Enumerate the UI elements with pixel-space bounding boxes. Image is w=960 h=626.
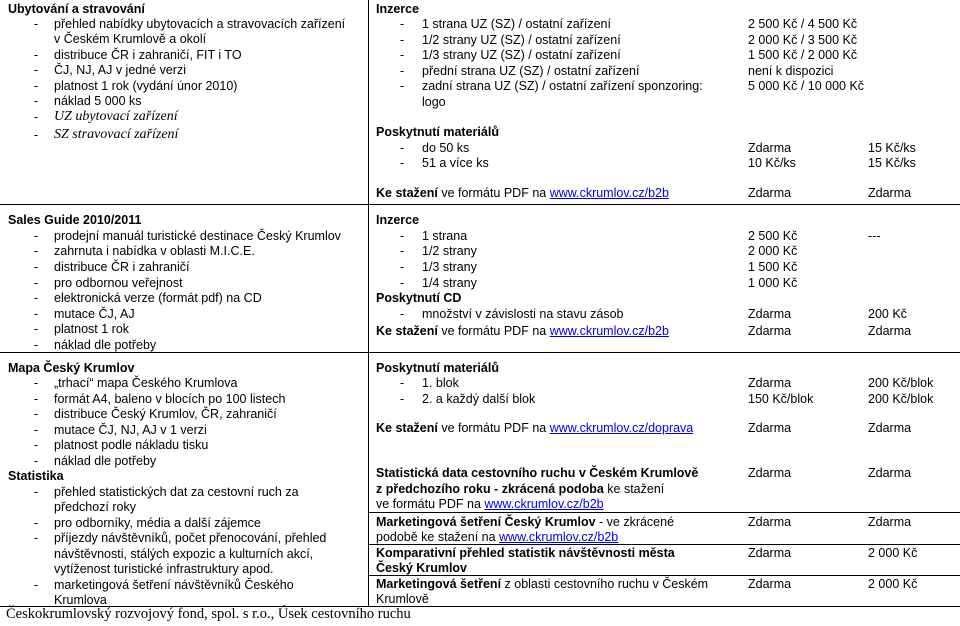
list-item: přehled statistických dat za cestovní ruch za <box>54 485 299 499</box>
list-item: vytíženost turistické infrastruktury apod. <box>54 562 274 576</box>
list-item: pro odbornou veřejnost <box>54 276 183 290</box>
price: 15 Kč/ks <box>868 141 916 155</box>
row-divider <box>368 575 960 576</box>
section-title: Ubytování a stravování <box>8 2 145 16</box>
price: 200 Kč/blok <box>868 392 934 406</box>
list-item: ČJ, NJ, AJ v jedné verzi <box>54 63 186 77</box>
list-item: 1. blok <box>422 376 459 390</box>
section-title: Statistika <box>8 469 64 483</box>
price: Zdarma <box>868 421 912 435</box>
list-item: do 50 ks <box>422 141 470 155</box>
row-divider <box>0 204 960 205</box>
list-item: v Českém Krumlově a okolí <box>54 32 207 46</box>
column-divider <box>368 0 369 606</box>
price: Zdarma <box>868 186 912 200</box>
download-link[interactable]: www.ckrumlov.cz/b2b <box>484 497 604 511</box>
price: Zdarma <box>748 141 792 155</box>
stat-row-line: podobě ke stažení na www.ckrumlov.cz/b2b <box>376 530 619 544</box>
price: --- <box>868 229 881 243</box>
price: 2 500 Kč <box>748 229 798 243</box>
legend-uz: UZ ubytovací zařízení <box>54 109 178 124</box>
subsection-title: Poskytnutí CD <box>376 291 462 305</box>
list-item: 1/4 strany <box>422 276 477 290</box>
list-item: distribuce ČR i zahraničí, FIT i TO <box>54 48 242 62</box>
list-item: 1 strana UZ (SZ) / ostatní zařízení <box>422 17 611 31</box>
price: Zdarma <box>868 515 912 529</box>
price: 1 500 Kč / 2 000 Kč <box>748 48 858 62</box>
price: 200 Kč/blok <box>868 376 934 390</box>
list-item: logo <box>422 95 446 109</box>
price: Zdarma <box>748 546 792 560</box>
list-item: 1/3 strany <box>422 260 477 274</box>
footer-text: Českokrumlovský rozvojový fond, spol. s r.o., Úsek cestovního ruchu <box>6 606 411 622</box>
list-item: mutace ČJ, NJ, AJ v 1 verzi <box>54 423 207 437</box>
list-item: náklad dle potřeby <box>54 454 157 468</box>
list-item: distribuce Český Krumlov, ČR, zahraničí <box>54 407 277 421</box>
price: 1 500 Kč <box>748 260 798 274</box>
price: 2 000 Kč / 3 500 Kč <box>748 33 858 47</box>
section-title: Sales Guide 2010/2011 <box>8 213 142 227</box>
stat-row-line: Marketingová šetření Český Krumlov - ve zkrácené <box>376 515 675 529</box>
list-item: 1 strana <box>422 229 468 243</box>
price: 200 Kč <box>868 307 907 321</box>
download-row: Ke stažení ve formátu PDF na www.ckrumlov.cz/b2b <box>376 324 669 338</box>
list-item: 2. a každý další blok <box>422 392 536 406</box>
price: 150 Kč/blok <box>748 392 814 406</box>
row-divider <box>368 544 960 545</box>
price: 2 000 Kč <box>748 244 798 258</box>
price: 2 000 Kč <box>868 577 918 591</box>
stat-row-title: Český Krumlov <box>376 561 468 575</box>
price: Zdarma <box>748 307 792 321</box>
list-item: Krumlova <box>54 593 107 607</box>
list-item: zahrnuta i nabídka v oblasti M.I.C.E. <box>54 244 255 258</box>
price: Zdarma <box>868 466 912 480</box>
list-item: množství v závislosti na stavu zásob <box>422 307 624 321</box>
price: Zdarma <box>868 324 912 338</box>
list-item: „trhací“ mapa Českého Krumlova <box>54 376 238 390</box>
stat-row-line: Krumlově <box>376 592 429 606</box>
list-item: zadní strana UZ (SZ) / ostatní zařízení sponzoring: <box>422 79 703 93</box>
list-item: formát A4, baleno v blocích po 100 listech <box>54 392 286 406</box>
stat-row-line: ve formátu PDF na www.ckrumlov.cz/b2b <box>376 497 604 511</box>
section-title: Mapa Český Krumlov <box>8 361 135 375</box>
price: Zdarma <box>748 466 792 480</box>
row-divider <box>368 512 960 513</box>
list-item: marketingová šetření návštěvníků Českého <box>54 578 294 592</box>
list-item: mutace ČJ, AJ <box>54 307 135 321</box>
list-item: platnost 1 rok <box>54 322 130 336</box>
list-item: náklad 5 000 ks <box>54 94 142 108</box>
download-link[interactable]: www.ckrumlov.cz/b2b <box>549 186 669 200</box>
subsection-title: Poskytnutí materiálů <box>376 361 499 375</box>
list-item: 1/3 strany UZ (SZ) / ostatní zařízení <box>422 48 621 62</box>
list-item: elektronická verze (formát pdf) na CD <box>54 291 262 305</box>
legend-sz: SZ stravovací zařízení <box>54 127 179 142</box>
price: Zdarma <box>748 515 792 529</box>
price: Zdarma <box>748 376 792 390</box>
list-item: platnost 1 rok (vydání únor 2010) <box>54 79 238 93</box>
list-item: předchozí roky <box>54 500 136 514</box>
list-item: návštěvnosti, stálých expozic a kulturních akcí, <box>54 547 314 561</box>
price: Zdarma <box>748 186 792 200</box>
section-title: Inzerce <box>376 2 420 16</box>
price: Zdarma <box>748 577 792 591</box>
list-item: přehled nabídky ubytovacích a stravovacích zařízení <box>54 17 346 31</box>
list-item: 1/2 strany UZ (SZ) / ostatní zařízení <box>422 33 621 47</box>
price: 2 000 Kč <box>868 546 918 560</box>
price: Zdarma <box>748 421 792 435</box>
stat-row-title: Komparativní přehled statistik návštěvnosti města <box>376 546 675 560</box>
price: 1 000 Kč <box>748 276 798 290</box>
list-item: 51 a více ks <box>422 156 489 170</box>
list-item: přední strana UZ (SZ) / ostatní zařízení <box>422 64 640 78</box>
list-item: příjezdy návštěvníků, počet přenocování, přehled <box>54 531 327 545</box>
price: Zdarma <box>748 324 792 338</box>
price: 15 Kč/ks <box>868 156 916 170</box>
download-link[interactable]: www.ckrumlov.cz/b2b <box>549 324 669 338</box>
stat-row-line: z předchozího roku - zkrácená podoba ke stažení <box>376 482 665 496</box>
list-item: pro odborníky, média a další zájemce <box>54 516 261 530</box>
list-item: náklad dle potřeby <box>54 338 157 352</box>
download-row: Ke stažení ve formátu PDF na www.ckrumlov.cz/doprava <box>376 421 694 435</box>
download-row: Ke stažení ve formátu PDF na www.ckrumlov.cz/b2b <box>376 186 669 200</box>
download-link[interactable]: www.ckrumlov.cz/doprava <box>549 421 694 435</box>
list-item: platnost podle nákladu tisku <box>54 438 209 452</box>
list-item: prodejní manuál turistické destinace Český Krumlov <box>54 229 341 243</box>
section-title: Inzerce <box>376 213 420 227</box>
price: 2 500 Kč / 4 500 Kč <box>748 17 858 31</box>
stat-row-line: Marketingová šetření z oblasti cestovního ruchu v Českém <box>376 577 709 591</box>
list-item: 1/2 strany <box>422 244 477 258</box>
price: 5 000 Kč / 10 000 Kč <box>748 79 865 93</box>
list-item: distribuce ČR i zahraničí <box>54 260 190 274</box>
download-link[interactable]: www.ckrumlov.cz/b2b <box>499 530 619 544</box>
price: není k dispozici <box>748 64 834 78</box>
stat-row-title: Statistická data cestovního ruchu v Českém Krumlově <box>376 466 699 480</box>
price: 10 Kč/ks <box>748 156 796 170</box>
subsection-title: Poskytnutí materiálů <box>376 125 499 139</box>
